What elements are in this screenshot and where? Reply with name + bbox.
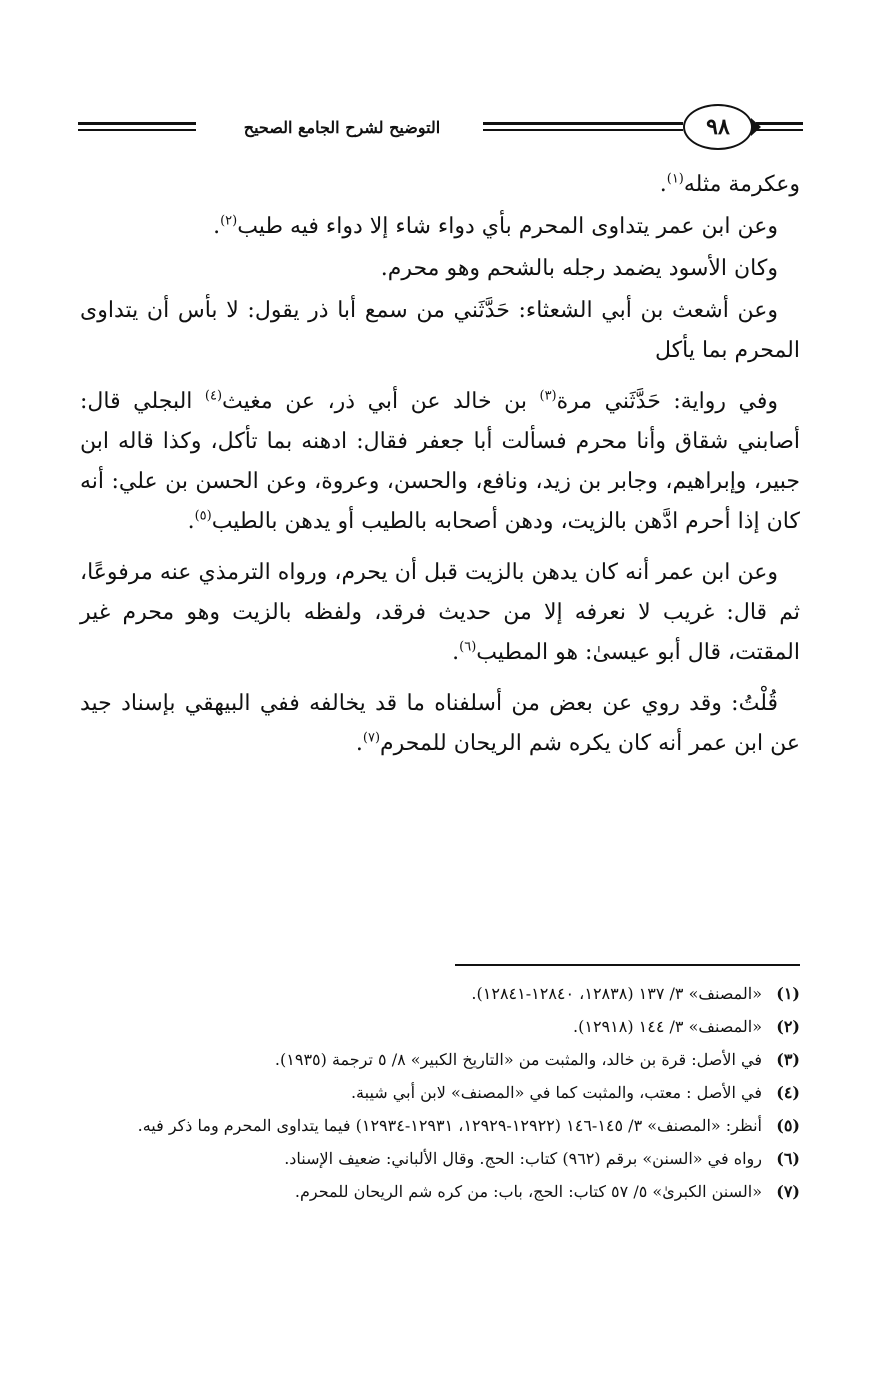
footnote-ref-2: (٢) bbox=[220, 213, 238, 229]
footnote-text: «السنن الكبرىٰ» ٥/ ٥٧ كتاب: الحج، باب: من كره شم الريحان للمحرم. bbox=[294, 1182, 762, 1201]
paragraph-2-end: . bbox=[213, 214, 221, 239]
header-rule-middle-top bbox=[483, 122, 683, 125]
header-rule-left-top bbox=[78, 122, 196, 125]
footnote-number: (٢) bbox=[776, 1017, 800, 1036]
header-rule-left-bottom bbox=[78, 129, 196, 131]
footnote-text: في الأصل : معتب، والمثبت كما في «المصنف» لابن أبي شيبة. bbox=[350, 1083, 762, 1102]
paragraph-1 bbox=[80, 165, 800, 205]
footnote-item bbox=[80, 1178, 800, 1205]
header-rule-right-top bbox=[756, 122, 803, 125]
footnote-item bbox=[80, 1112, 800, 1139]
footnote-ref-1: (١) bbox=[666, 171, 684, 187]
paragraph-1-text: وعكرمة مثله bbox=[683, 172, 800, 197]
paragraph-6-text: وعن ابن عمر أنه كان يدهن بالزيت قبل أن يحرم، ورواه الترمذي عنه مرفوعًا، ثم قال: غريب لا نعرفه إلا من حديث فرقد، ولفظه بالزيت وهو محرم غير المقتت، قال أبو عيسىٰ: هو المطيب bbox=[80, 560, 800, 665]
footnote-ref-3: (٣) bbox=[539, 388, 557, 404]
header-title: التوضيح لشرح الجامع الصحيح bbox=[243, 118, 441, 137]
page-number: ٩٨ bbox=[706, 114, 730, 140]
paragraph-2 bbox=[80, 207, 800, 247]
page-number-badge bbox=[683, 104, 757, 152]
paragraph-3: وكان الأسود يضمد رجله بالشحم وهو محرم. bbox=[380, 256, 778, 281]
paragraph-6 bbox=[80, 553, 800, 673]
paragraph-1-end: . bbox=[659, 172, 667, 197]
footnote-number: (٧) bbox=[776, 1182, 800, 1201]
main-text bbox=[80, 165, 800, 775]
paragraph-5-end: . bbox=[187, 509, 195, 534]
footnote-number: (٦) bbox=[776, 1149, 800, 1168]
footnote-number: (١) bbox=[776, 984, 800, 1003]
paragraph-4: وعن أشعث بن أبي الشعثاء: حَدَّثَني من سمع أبا ذر يقول: لا بأس أن يتداوى المحرم بما يأكل bbox=[80, 298, 800, 363]
footnote-item bbox=[80, 980, 800, 1007]
paragraph-5-text-b: بن خالد عن أبي ذر، عن مغيث bbox=[222, 389, 540, 414]
paragraph-7-end: . bbox=[355, 731, 363, 756]
paragraph-5-text-c: البجلي قال: أصابني شقاق وأنا محرم فسألت أبا جعفر فقال: ادهنه بما تأكل، وكذا قاله ابن جبير، وإبراهيم، وجابر بن زيد، ونافع، والحسن، وعروة، وعن الحسن بن علي: أنه كان إذا أحرم ادَّهن بالزيت، ودهن أصحابه بالطيب أو يدهن بالطيب bbox=[80, 389, 800, 534]
footnote-ref-4: (٤) bbox=[204, 388, 223, 404]
footnote-number: (٣) bbox=[776, 1050, 800, 1069]
page-number-tab bbox=[751, 118, 761, 136]
footnote-text: «المصنف» ٣/ ١٣٧ (١٢٨٣٨، ١٢٨٤٠-١٢٨٤١). bbox=[471, 984, 762, 1003]
paragraph-7 bbox=[80, 684, 800, 764]
paragraph-6-end: . bbox=[452, 640, 460, 665]
footnote-ref-7: (٧) bbox=[362, 730, 381, 746]
footnote-item bbox=[80, 1145, 800, 1172]
running-header bbox=[78, 100, 803, 156]
paragraph-5 bbox=[80, 382, 800, 542]
footnote-text: في الأصل: قرة بن خالد، والمثبت من «التاريخ الكبير» ٨/ ٥ ترجمة (١٩٣٥). bbox=[274, 1050, 762, 1069]
footnote-text: رواه في «السنن» برقم (٩٦٢) كتاب: الحج. وقال الألباني: ضعيف الإسناد. bbox=[284, 1149, 762, 1168]
footnote-separator bbox=[455, 964, 800, 966]
header-rule-right-bottom bbox=[756, 129, 803, 131]
footnote-item bbox=[80, 1046, 800, 1073]
footnotes bbox=[80, 980, 800, 1211]
footnote-ref-5: (٥) bbox=[194, 508, 212, 524]
footnote-number: (٤) bbox=[776, 1083, 800, 1102]
footnote-text: أنظر: «المصنف» ٣/ ١٤٥-١٤٦ (١٢٩٢٢-١٢٩٢٩، ١٢٩٣١-١٢٩٣٤) فيما يتداوى المحرم وما ذكر فيه. bbox=[137, 1116, 762, 1135]
footnote-number: (٥) bbox=[776, 1116, 800, 1135]
paragraph-2-text: وعن ابن عمر يتداوى المحرم بأي دواء شاء إلا دواء فيه طيب bbox=[237, 214, 778, 239]
header-rule-middle-bottom bbox=[483, 129, 683, 131]
footnote-item bbox=[80, 1013, 800, 1040]
paragraph-5-text-a: وفي رواية: حَدَّثَني مرة bbox=[556, 389, 778, 414]
footnote-item bbox=[80, 1079, 800, 1106]
paragraph-7-text: قُلْتُ: وقد روي عن بعض من أسلفناه ما قد يخالفه ففي البيهقي بإسناد جيد عن ابن عمر أنه كان يكره شم الريحان للمحرم bbox=[80, 691, 800, 756]
footnote-text: «المصنف» ٣/ ١٤٤ (١٢٩١٨). bbox=[573, 1017, 762, 1036]
footnote-ref-6: (٦) bbox=[459, 639, 477, 655]
